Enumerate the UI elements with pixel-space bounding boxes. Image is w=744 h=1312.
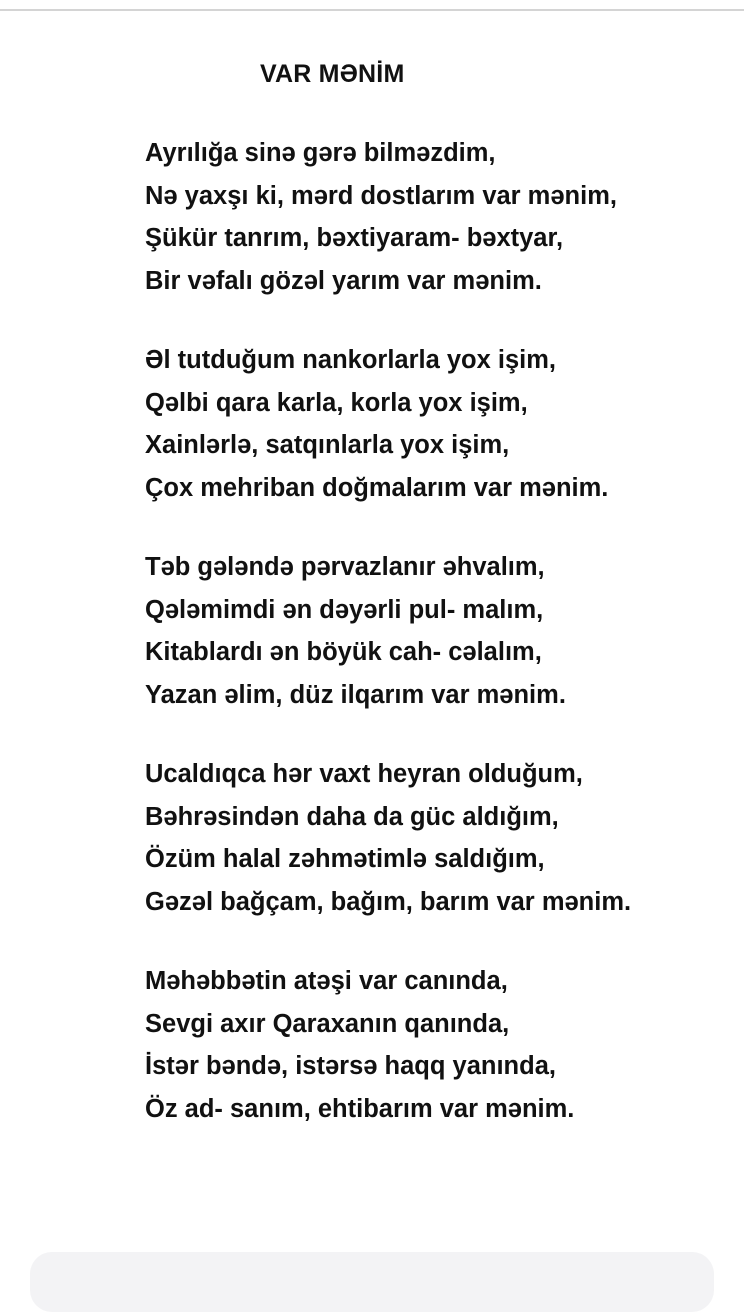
poem-line: Qəlbi qara karla, korla yox işim, (145, 388, 528, 417)
poem-line: Kitablardı ən böyük cah- cəlalım, (145, 638, 542, 666)
stanza-3 (102, 546, 662, 716)
poem-line: Əl tutduğum nankorlarla yox işim, (145, 346, 557, 374)
poem-line: Öz ad- sanım, ehtibarım var mənim. (145, 1094, 575, 1123)
bottom-input-bar[interactable] (30, 1252, 714, 1312)
stanza-2 (102, 339, 662, 509)
poem-line: Qələmimdi ən dəyərli pul- malım, (145, 595, 544, 624)
poem-title: VAR MƏNİM (260, 60, 405, 88)
top-divider (0, 9, 744, 11)
poem-line: Özüm halal zəhmətimlə saldığım, (145, 845, 545, 873)
poem-line: Bəhrəsindən daha da güc aldığım, (145, 802, 559, 831)
poem-line: Xainlərlə, satqınlarla yox işim, (145, 431, 510, 459)
poem-line: Şükür tanrım, bəxtiyaram- bəxtyar, (145, 224, 564, 252)
poem-line: Ucaldıqca hər vaxt heyran olduğum, (145, 760, 583, 788)
stanza-4 (102, 753, 662, 923)
poem-line: Yazan əlim, düz ilqarım var mənim. (145, 680, 566, 709)
poem-line: Nə yaxşı ki, mərd dostlarım var mənim, (145, 181, 617, 210)
stanza-5 (102, 960, 662, 1130)
poem-line: Ayrılığa sinə gərə bilməzdim, (145, 139, 496, 167)
poem-line: Bir vəfalı gözəl yarım var mənim. (145, 266, 542, 295)
poem-line: Çox mehriban doğmalarım var mənim. (145, 473, 609, 502)
poem-line: İstər bəndə, istərsə haqq yanında, (145, 1052, 556, 1080)
poem-document (102, 56, 662, 1130)
stanza-1 (102, 132, 662, 302)
poem-line: Məhəbbətin atəşi var canında, (145, 967, 508, 995)
poem-line: Sevgi axır Qaraxanın qanında, (145, 1009, 510, 1038)
poem-line: Təb gələndə pərvazlanır əhvalım, (145, 553, 545, 581)
poem-line: Gəzəl bağçam, bağım, barım var mənim. (145, 887, 632, 916)
